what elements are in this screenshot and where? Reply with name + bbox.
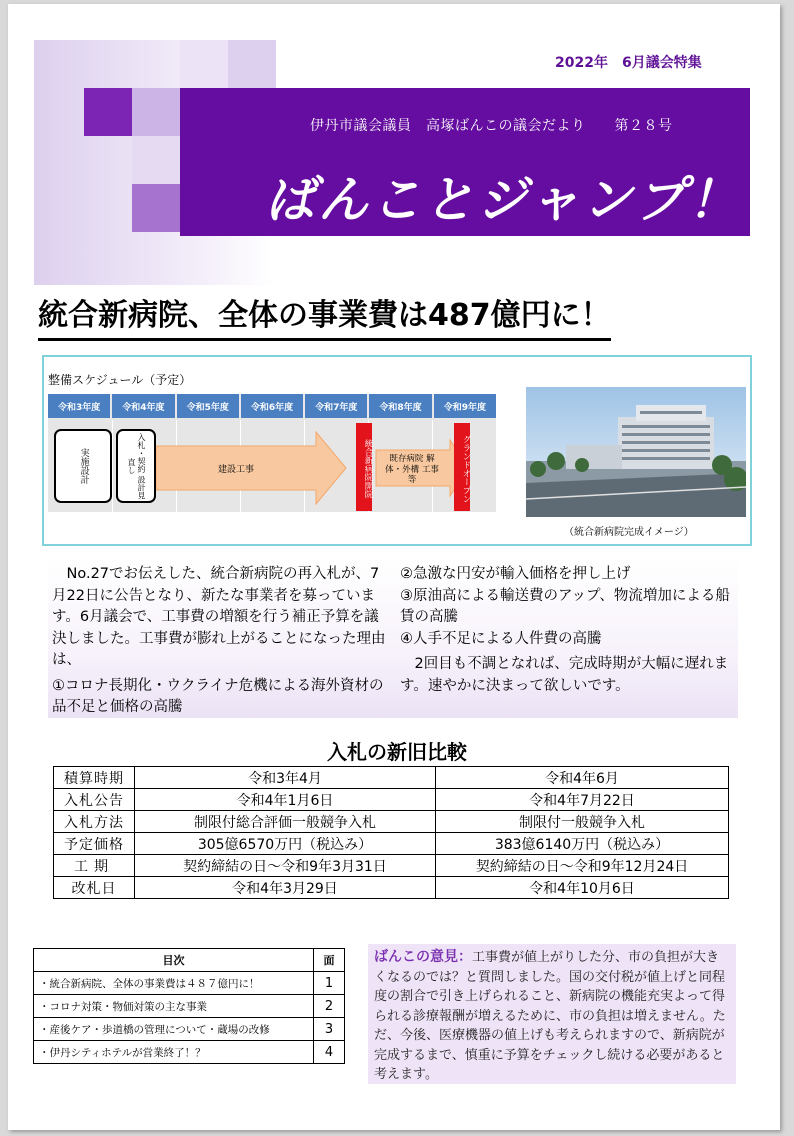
paragraph: 2回目も不調となれば、完成時期が大幅に遅れます。速やかに決まって欲しいです。 [400,656,729,694]
paragraph: No.27でお伝えした、統合新病院の再入札が、7月22日に公告となり、新たな事業者を募っています。6月議会で、工事費の増額を行う補正予算を議決しました。工事費が膨れ上がることになった理由は、 [52,566,386,668]
row-label: 予定価格 [54,833,135,855]
old-value: 令和4年3月29日 [135,877,436,899]
decor-square [84,88,132,136]
toc-item[interactable] [34,972,345,995]
table-row [54,789,729,811]
toc-item-title[interactable]: ・産後ケア・歩道橋の管理について・蔵場の改修 [34,1018,314,1041]
construction-label: 建設工事 [218,465,255,475]
grand-open-bar: グランドオープン [454,423,470,511]
decor-square [228,40,276,88]
table-row [54,767,729,789]
opening-bar: 統合新病院開院 [356,423,372,511]
new-value: 契約締結の日～令和9年12月24日 [436,855,729,877]
old-value: 制限付総合評価一般競争入札 [135,811,436,833]
old-value: 令和3年4月 [135,767,436,789]
row-label: 改札日 [54,877,135,899]
toc-item-page: 3 [314,1018,345,1041]
comparison-title: 入札の新旧比較 [327,740,467,764]
paragraph: ①コロナ長期化・ウクライナ危機による海外資材の品不足と価格の高騰 [52,677,384,715]
table-row [54,833,729,855]
newsletter-title: ばんことジャンプ！ [265,171,741,229]
toc-item[interactable] [34,995,345,1018]
row-label: 積算時期 [54,767,135,789]
bid-box: 入札・契約 設計見直し [116,429,156,503]
schedule-chart [48,394,496,512]
opinion-text: 工事費が値上がりした分、市の負担が大きくなるのでは？と質問しました。国の交付税が値上げと同程度の割合で引き上げられること、新病院の機能充実よって得られる診療報酬が増えるために、市の負担は増えません。ただ、今後、医療機器の値上げも考えられますので、新病院が完成するまで、慎重に予算をチェックし続ける必要があると考えます。 [374,950,726,1082]
table-row [54,811,729,833]
toc-item[interactable] [34,1018,345,1041]
opinion-label: ばんこの意見： [374,949,472,965]
year-cell: 令和5年度 [177,394,239,418]
opinion-box [368,944,736,1084]
row-label: 入札方法 [54,811,135,833]
table-row [54,855,729,877]
headline: 統合新病院、全体の事業費は487億円に！ [38,290,611,341]
hospital-image [526,387,746,517]
toc-item-page: 2 [314,995,345,1018]
toc-header-page: 面 [314,949,345,972]
left-column [52,564,386,719]
toc-item-title[interactable]: ・統合新病院、全体の事業費は４８７億円に！ [34,972,314,995]
year-cell: 令和3年度 [48,394,110,418]
new-value: 令和4年10月6日 [436,877,729,899]
year-cell: 令和6年度 [241,394,303,418]
schedule-title: 整備スケジュール（予定） [48,373,192,387]
toc-item[interactable] [34,1041,345,1064]
year-cell: 令和7年度 [305,394,367,418]
paragraph: ④人手不足による人件費の高騰 [400,630,602,647]
old-value: 令和4年1月6日 [135,789,436,811]
new-value: 383億6140万円（税込み） [436,833,729,855]
photo-caption: （統合新病院完成イメージ） [564,527,694,538]
toc-item-title[interactable]: ・コロナ対策・物価対策の主な事業 [34,995,314,1018]
schedule-panel [42,355,752,546]
paragraph: ②急激な円安が輸入価格を押し上げ [400,566,631,582]
year-cell: 令和4年度 [112,394,174,418]
article-body [48,556,738,718]
row-label: 工期 [54,855,135,877]
issue-date: 2022年 6月議会特集 [555,55,702,71]
toc-item-title[interactable]: ・伊丹シティホテルが営業終了！？ [34,1041,314,1064]
old-value: 305億6570万円（税込み） [135,833,436,855]
year-cell: 令和9年度 [434,394,496,418]
row-label: 入札公告 [54,789,135,811]
decor-square [132,184,180,232]
old-value: 契約締結の日～令和9年3月31日 [135,855,436,877]
new-value: 制限付一般競争入札 [436,811,729,833]
new-value: 令和4年7月22日 [436,789,729,811]
toc-header [34,949,345,972]
toc-header-title: 目次 [34,949,314,972]
decor-square [180,40,228,88]
right-column [400,564,734,697]
newsletter-subtitle: 伊丹市議会議員 高塚ばんこの議会だより 第２８号 [310,118,673,134]
toc-item-page: 1 [314,972,345,995]
table-of-contents [33,948,345,1064]
comparison-table [53,766,729,899]
design-box: 実施設計 [54,429,112,503]
demolition-label: 既存病院 解体・外構 工事等 [385,454,439,486]
toc-item-page: 4 [314,1041,345,1064]
paragraph: ③原油高による輸送費のアップ、物流増加による船賃の高騰 [400,587,730,625]
new-value: 令和4年6月 [436,767,729,789]
decor-square [132,88,180,136]
table-row [54,877,729,899]
year-cell: 令和8年度 [369,394,431,418]
decor-square [132,136,180,184]
